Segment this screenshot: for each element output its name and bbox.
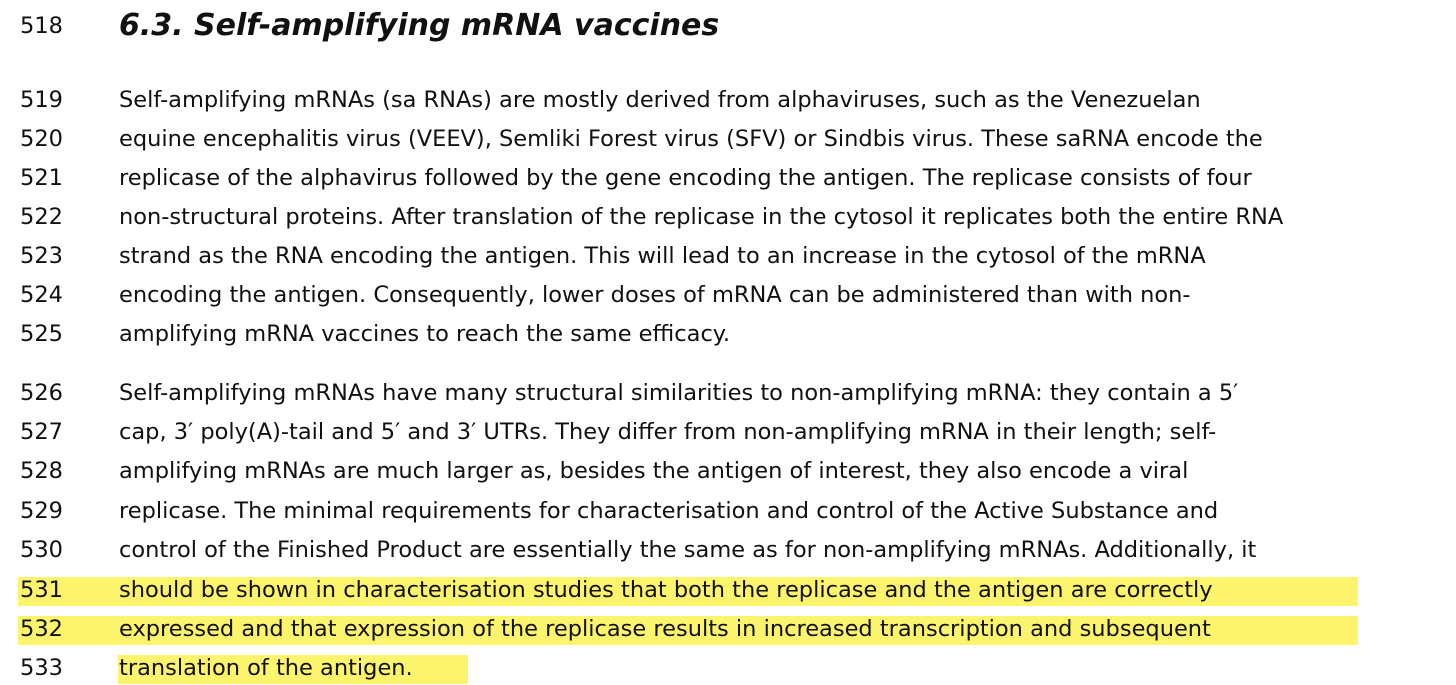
text-line bbox=[0, 161, 1456, 195]
text-line bbox=[0, 573, 1456, 607]
text-line bbox=[0, 200, 1456, 234]
line-number: 530 bbox=[20, 537, 63, 563]
text-line bbox=[0, 376, 1456, 410]
line-text: equine encephalitis virus (VEEV), Semliki Forest virus (SFV) or Sindbis virus. These saRNA encode the bbox=[119, 126, 1263, 152]
line-number: 527 bbox=[20, 419, 63, 445]
line-text: replicase of the alphavirus followed by the gene encoding the antigen. The replicase consists of four bbox=[119, 165, 1252, 191]
line-number: 525 bbox=[20, 321, 63, 347]
line-text: replicase. The minimal requirements for characterisation and control of the Active Substance and bbox=[119, 498, 1219, 524]
line-number: 533 bbox=[20, 655, 63, 681]
text-line bbox=[0, 494, 1456, 528]
line-number: 526 bbox=[20, 380, 63, 406]
line-number: 528 bbox=[20, 458, 63, 484]
line-text: non-structural proteins. After translation of the replicase in the cytosol it replicates both the entire RNA bbox=[119, 204, 1284, 230]
line-text: Self-amplifying mRNAs have many structural similarities to non-amplifying mRNA: they contain a 5′ bbox=[119, 380, 1239, 406]
line-number: 523 bbox=[20, 243, 63, 269]
text-line bbox=[0, 83, 1456, 117]
line-number: 531 bbox=[20, 577, 63, 603]
line-number: 529 bbox=[20, 498, 63, 524]
line-text: control of the Finished Product are essentially the same as for non-amplifying mRNAs. Additionally, it bbox=[119, 537, 1257, 563]
line-number: 521 bbox=[20, 165, 63, 191]
heading-line bbox=[0, 9, 1456, 43]
text-line bbox=[0, 612, 1456, 646]
line-number: 524 bbox=[20, 282, 63, 308]
text-line bbox=[0, 122, 1456, 156]
line-text: amplifying mRNAs are much larger as, besides the antigen of interest, they also encode a viral bbox=[119, 458, 1189, 484]
line-number: 532 bbox=[20, 616, 63, 642]
text-line bbox=[0, 651, 1456, 685]
line-text: should be shown in characterisation studies that both the replicase and the antigen are correctly bbox=[119, 577, 1213, 603]
line-text: Self-amplifying mRNAs (sa RNAs) are mostly derived from alphaviruses, such as the Venezuelan bbox=[119, 87, 1201, 113]
line-number: 522 bbox=[20, 204, 63, 230]
text-line bbox=[0, 278, 1456, 312]
section-heading: 6.3. Self-amplifying mRNA vaccines bbox=[119, 8, 720, 43]
line-text: amplifying mRNA vaccines to reach the same efficacy. bbox=[119, 321, 731, 347]
text-line bbox=[0, 454, 1456, 488]
line-text: translation of the antigen. bbox=[119, 655, 413, 681]
text-line bbox=[0, 415, 1456, 449]
text-line bbox=[0, 317, 1456, 351]
line-text: expressed and that expression of the replicase results in increased transcription and subsequent bbox=[119, 616, 1211, 642]
text-line bbox=[0, 239, 1456, 273]
text-line bbox=[0, 533, 1456, 567]
line-text: strand as the RNA encoding the antigen. This will lead to an increase in the cytosol of the mRNA bbox=[119, 243, 1206, 269]
line-number: 518 bbox=[20, 13, 63, 39]
line-text: encoding the antigen. Consequently, lower doses of mRNA can be administered than with non- bbox=[119, 282, 1191, 308]
line-number: 520 bbox=[20, 126, 63, 152]
line-text: cap, 3′ poly(A)-tail and 5′ and 3′ UTRs. They differ from non-amplifying mRNA in their length; self- bbox=[119, 419, 1217, 445]
line-number: 519 bbox=[20, 87, 63, 113]
